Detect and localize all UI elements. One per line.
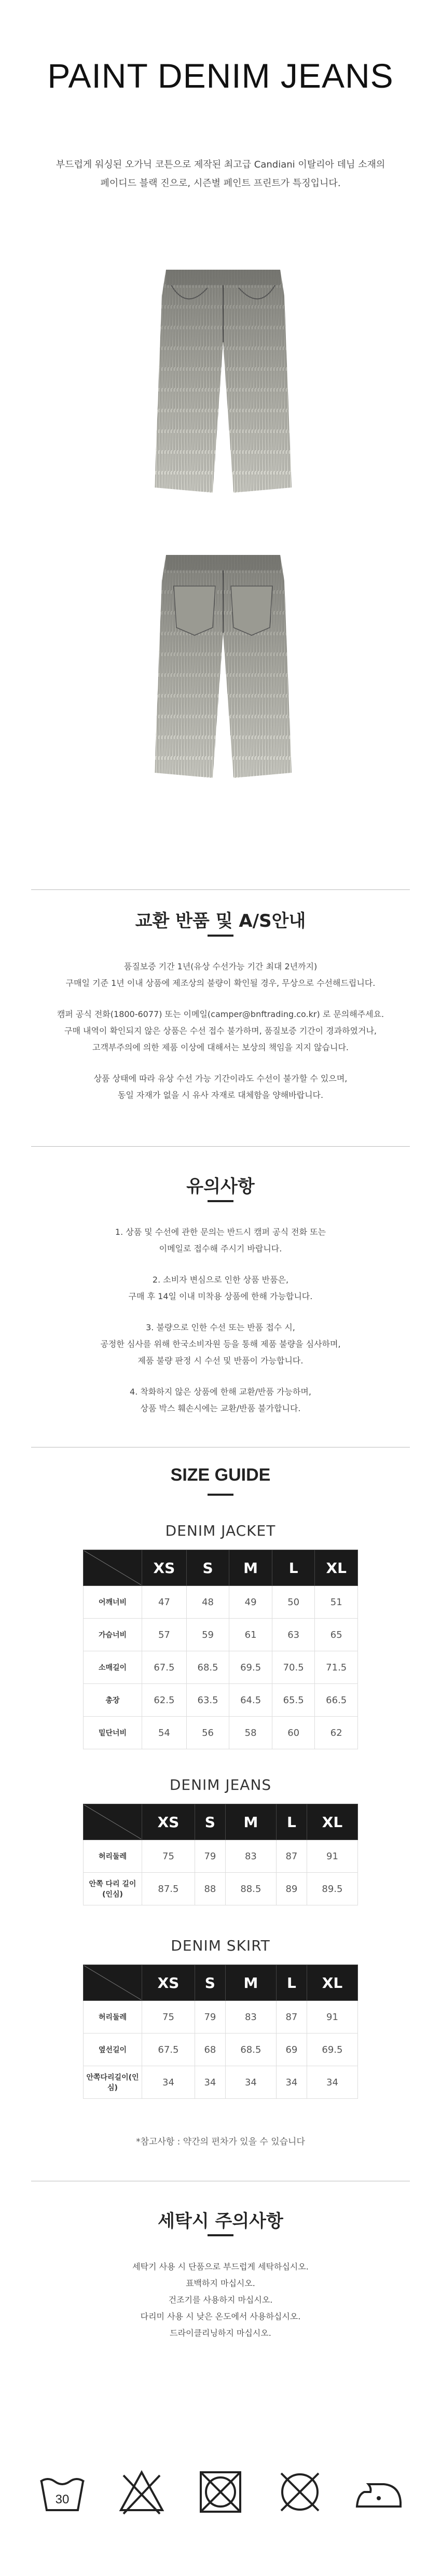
size-value: 62.5 (142, 1684, 187, 1717)
size-value: 67.5 (142, 2034, 195, 2066)
size-value: 83 (225, 1840, 276, 1873)
corner-cell (84, 1965, 142, 2001)
table-row (84, 1619, 358, 1651)
row-label: 소매길이 (84, 1651, 142, 1684)
table-row (84, 2066, 358, 2099)
page-title: PAINT DENIM JEANS (47, 57, 394, 95)
text-line: 상품 박스 훼손시에는 교환/반품 불가합니다. (140, 1403, 301, 1413)
row-label: 옆선길이 (84, 2034, 142, 2066)
size-header-row (84, 1550, 358, 1586)
size-header: XL (307, 1965, 357, 2001)
table-row (84, 1684, 358, 1717)
size-value: 48 (186, 1586, 229, 1619)
no-bleach-icon (116, 2466, 168, 2518)
size-header-row (84, 1965, 358, 2001)
size-value: 91 (307, 2001, 357, 2034)
size-value: 47 (142, 1586, 187, 1619)
size-value: 34 (276, 2066, 307, 2099)
care-icons (36, 2466, 405, 2528)
jacket-size-table (83, 1550, 358, 1749)
jeans-size-table (83, 1804, 358, 1905)
size-header: XL (307, 1804, 357, 1840)
size-value: 79 (195, 1840, 225, 1873)
size-value: 62 (315, 1717, 358, 1749)
size-header: M (225, 1965, 276, 2001)
size-value: 88.5 (225, 1873, 276, 1905)
text-line: 건조기를 사용하지 마십시오. (168, 2295, 273, 2305)
size-value: 50 (272, 1586, 315, 1619)
table-row (84, 2001, 358, 2034)
exchange-text (0, 958, 441, 1118)
corner-cell (84, 1804, 142, 1840)
jeans-front-image (150, 264, 296, 498)
text-line: 이메일로 접수해 주시기 바랍니다. (159, 1244, 282, 1254)
row-label: 안쪽 다리 길이(인심) (84, 1873, 142, 1905)
size-value: 68.5 (186, 1651, 229, 1684)
size-value: 34 (195, 2066, 225, 2099)
size-value: 54 (142, 1717, 187, 1749)
size-value: 89.5 (307, 1873, 357, 1905)
heading-underline (208, 1200, 233, 1202)
size-value: 64.5 (229, 1684, 272, 1717)
text-line: 2. 소비자 변심으로 인한 상품 반품은, (152, 1275, 289, 1285)
row-label: 총장 (84, 1684, 142, 1717)
size-value: 63 (272, 1619, 315, 1651)
size-header: XL (315, 1550, 358, 1586)
text-line: 공정한 심사를 위해 한국소비자원 등을 통해 제품 불량을 심사하며, (100, 1339, 341, 1349)
size-value: 91 (307, 1840, 357, 1873)
table-row (84, 1873, 358, 1905)
size-value: 59 (186, 1619, 229, 1651)
text-line: 세탁기 사용 시 단품으로 부드럽게 세탁하십시오. (132, 2262, 309, 2272)
size-value: 56 (186, 1717, 229, 1749)
text-line: 품질보증 기간 1년(유상 수선가능 기간 최대 2년까지) (123, 962, 318, 971)
skirt-size-table (83, 1965, 358, 2099)
size-header: M (229, 1550, 272, 1586)
size-value: 87.5 (142, 1873, 195, 1905)
skirt-table-title: DENIM SKIRT (171, 1937, 270, 1954)
intro-line: 부드럽게 워싱된 오가닉 코튼으로 제작된 최고급 Candiani 이탈리아 데님 소재의 (56, 159, 385, 170)
size-value: 68 (195, 2034, 225, 2066)
size-header: M (225, 1804, 276, 1840)
row-label: 가슴너비 (84, 1619, 142, 1651)
row-label: 허리둘레 (84, 1840, 142, 1873)
section-divider (31, 889, 410, 890)
size-value: 71.5 (315, 1651, 358, 1684)
size-value: 69 (276, 2034, 307, 2066)
jeans-back-image (150, 550, 296, 783)
wash-30-icon (36, 2466, 88, 2518)
size-header: S (186, 1550, 229, 1586)
heading-underline (208, 2234, 233, 2236)
size-value: 87 (276, 1840, 307, 1873)
size-value: 34 (142, 2066, 195, 2099)
size-value: 34 (225, 2066, 276, 2099)
size-value: 68.5 (225, 2034, 276, 2066)
text-line: 4. 착화하지 않은 상품에 한해 교환/반품 가능하며, (130, 1387, 311, 1397)
no-dryclean-icon (274, 2466, 326, 2518)
size-value: 83 (225, 2001, 276, 2034)
table-row (84, 1840, 358, 1873)
size-header: S (195, 1965, 225, 2001)
size-value: 69.5 (307, 2034, 357, 2066)
size-header: XS (142, 1804, 195, 1840)
table-row (84, 1717, 358, 1749)
row-label: 허리둘레 (84, 2001, 142, 2034)
no-tumble-dry-icon (195, 2466, 246, 2518)
size-value: 63.5 (186, 1684, 229, 1717)
size-value: 75 (142, 1840, 195, 1873)
text-line: 고객부주의에 의한 제품 이상에 대해서는 보상의 책임을 지지 않습니다. (92, 1042, 349, 1052)
size-value: 65 (315, 1619, 358, 1651)
text-line: 표백하지 마십시오. (186, 2278, 255, 2288)
text-line: 제품 불량 판정 시 수선 및 반품이 가능합니다. (137, 1356, 304, 1366)
row-label: 밑단너비 (84, 1717, 142, 1749)
text-line: 3. 불량으로 인한 수선 또는 반품 접수 시, (146, 1322, 295, 1332)
size-header: XS (142, 1550, 187, 1586)
size-value: 87 (276, 2001, 307, 2034)
size-value: 75 (142, 2001, 195, 2034)
intro-line: 페이디드 블랙 진으로, 시즌별 페인트 프린트가 특징입니다. (100, 178, 341, 189)
size-value: 51 (315, 1586, 358, 1619)
text-line: 드라이클리닝하지 마십시오. (170, 2328, 271, 2338)
size-header: L (276, 1965, 307, 2001)
wash-text (0, 2259, 441, 2342)
size-value: 58 (229, 1717, 272, 1749)
text-line: 다리미 사용 시 낮은 온도에서 사용하십시오. (140, 2312, 301, 2321)
size-value: 34 (307, 2066, 357, 2099)
size-header: XS (142, 1965, 195, 2001)
caution-heading: 유의사항 (186, 1176, 255, 1197)
size-value: 67.5 (142, 1651, 187, 1684)
size-value: 60 (272, 1717, 315, 1749)
size-header: L (276, 1804, 307, 1840)
size-value: 69.5 (229, 1651, 272, 1684)
row-label: 어깨너비 (84, 1586, 142, 1619)
caution-text (0, 1224, 441, 1431)
size-value: 49 (229, 1586, 272, 1619)
table-row (84, 1586, 358, 1619)
size-value: 65.5 (272, 1684, 315, 1717)
size-value: 61 (229, 1619, 272, 1651)
size-value: 89 (276, 1873, 307, 1905)
text-line: 캠퍼 공식 전화(1800-6077) 또는 이메일(camper@bnftrading.co.kr) 로 문의해주세요. (57, 1009, 384, 1019)
size-guide-heading: SIZE GUIDE (170, 1465, 271, 1485)
text-line: 상품 상태에 따라 유상 수선 가능 기간이라도 수선이 불가할 수 있으며, (93, 1074, 348, 1083)
text-line: 1. 상품 및 수선에 관한 문의는 반드시 캠퍼 공식 전화 또는 (115, 1227, 326, 1237)
size-value: 66.5 (315, 1684, 358, 1717)
text-line: 구매 내역이 확인되지 않은 상품은 수선 접수 불가하며, 품질보증 기간이 경과하였거나, (64, 1026, 377, 1036)
wash-temp-label: 30 (55, 2493, 70, 2507)
size-value: 57 (142, 1619, 187, 1651)
table-row (84, 2034, 358, 2066)
text-line: 구매일 기준 1년 이내 상품에 제조상의 불량이 확인될 경우, 무상으로 수선해드립니다. (65, 978, 376, 988)
wash-heading: 세탁시 주의사항 (158, 2211, 283, 2232)
jacket-table-title: DENIM JACKET (165, 1522, 276, 1539)
size-header: S (195, 1804, 225, 1840)
heading-underline (208, 935, 233, 937)
size-header-row (84, 1804, 358, 1840)
exchange-heading: 교환 반품 및 A/S안내 (135, 911, 306, 931)
row-label: 안쪽다리길이(인심) (84, 2066, 142, 2099)
size-header: L (272, 1550, 315, 1586)
size-value: 79 (195, 2001, 225, 2034)
table-row (84, 1651, 358, 1684)
text-line: 동일 자재가 없을 시 유사 자재로 대체함을 양해바랍니다. (117, 1090, 324, 1100)
iron-low-icon (353, 2466, 405, 2518)
heading-underline (208, 1494, 233, 1496)
size-value: 88 (195, 1873, 225, 1905)
text-line: 구매 후 14일 이내 미착용 상품에 한해 가능합니다. (128, 1291, 313, 1301)
jeans-table-title: DENIM JEANS (169, 1776, 272, 1793)
size-value: 70.5 (272, 1651, 315, 1684)
size-note: *참고사항 : 약간의 편차가 있을 수 있습니다 (136, 2137, 305, 2147)
section-divider (31, 1146, 410, 1147)
corner-cell (84, 1550, 142, 1586)
product-description (0, 156, 441, 193)
